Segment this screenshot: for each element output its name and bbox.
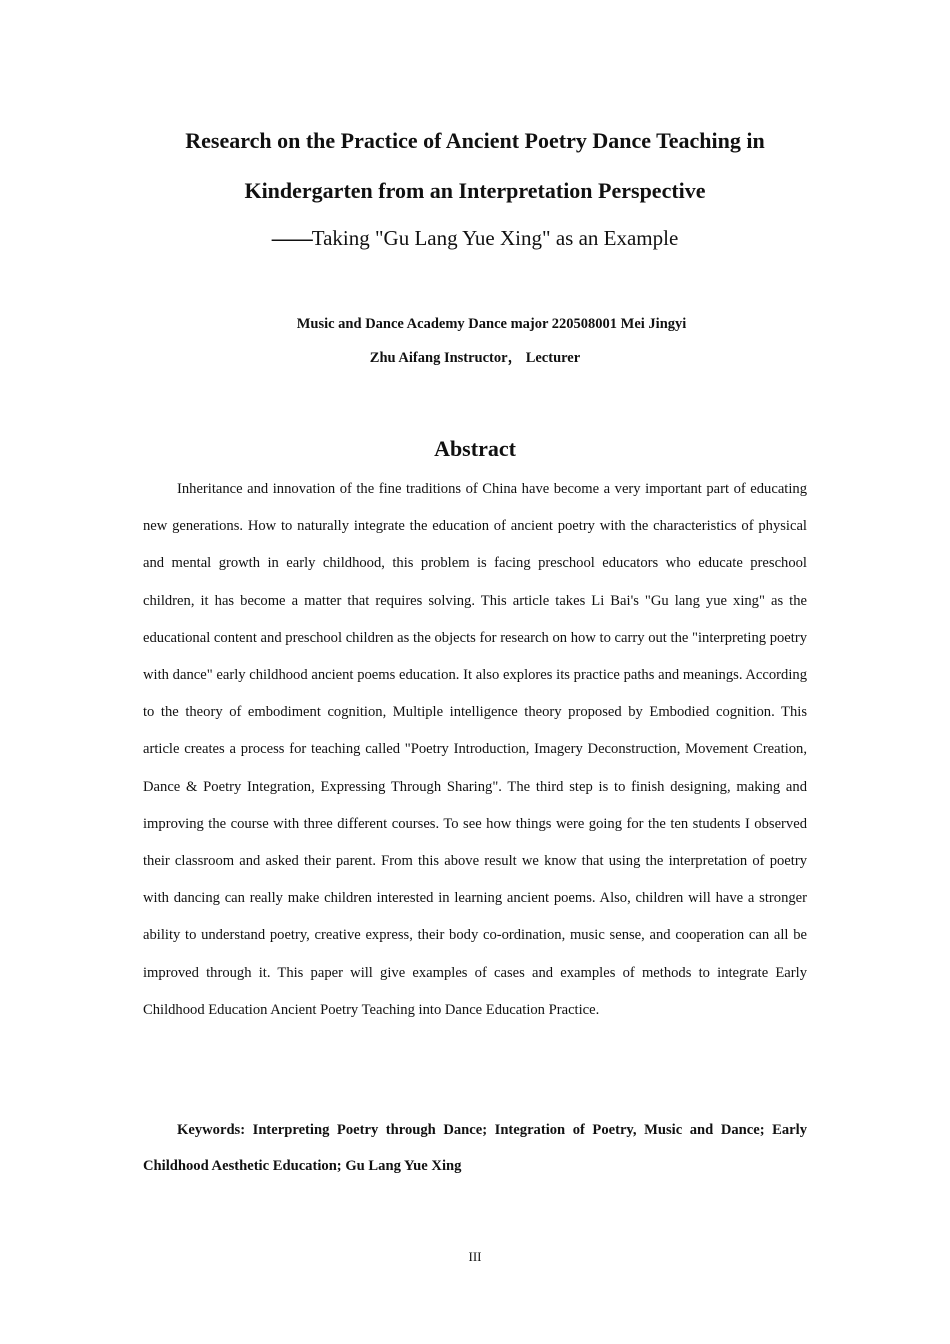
- keywords: Keywords: Interpreting Poetry through Dance; Integration of Poetry, Music and Dance; Early Childhood Aesthetic Education; Gu Lang Yue Xing: [143, 1122, 807, 1174]
- paper-subtitle: [100, 224, 850, 252]
- subtitle-dash: ——: [271, 226, 312, 250]
- author-line: Music and Dance Academy Dance major 220508001 Mei Jingyi: [296, 316, 687, 332]
- abstract-heading: Abstract: [434, 436, 516, 461]
- subtitle-text: Taking "Gu Lang Yue Xing" as an Example: [311, 226, 679, 250]
- advisor-line: Zhu Aifang Instructor， Lecturer: [369, 350, 581, 366]
- paper-title-line-1: Research on the Practice of Ancient Poetry Dance Teaching in: [185, 128, 765, 153]
- paper-title-line-2: Kindergarten from an Interpretation Perspective: [244, 178, 706, 203]
- page-number: III: [468, 1249, 482, 1264]
- abstract-body: Inheritance and innovation of the fine traditions of China have become a very important part of educating new generations. How to naturally integrate the education of ancient poetry with the characteristics of physical and mental growth in early childhood, this problem is facing preschool educators who educate preschool children, it has become a matter that requires solving. This article takes Li Bai's "Gu lang yue xing" as the educational content and preschool children as the objects for research on how to carry out the "interpreting poetry with dance" early childhood ancient poems education. It also explores its practice paths and meanings. According to the theory of embodiment cognition, Multiple intelligence theory proposed by Embodied cognition. This article creates a process for teaching called "Poetry Introduction, Imagery Deconstruction, Movement Creation, Dance & Poetry Integration, Expressing Through Sharing". The third step is to finish designing, making and improving the course with three different courses. To see how things were going for the ten students I observed their classroom and asked their parent. From this above result we know that using the interpretation of poetry with dancing can really make children interested in learning ancient poems. Also, children will have a stronger ability to understand poetry, creative express, their body co-ordination, music sense, and cooperation can all be improved through it. This paper will give examples of cases and examples of methods to integrate Early Childhood Education Ancient Poetry Teaching into Dance Education Practice.: [143, 481, 807, 1018]
